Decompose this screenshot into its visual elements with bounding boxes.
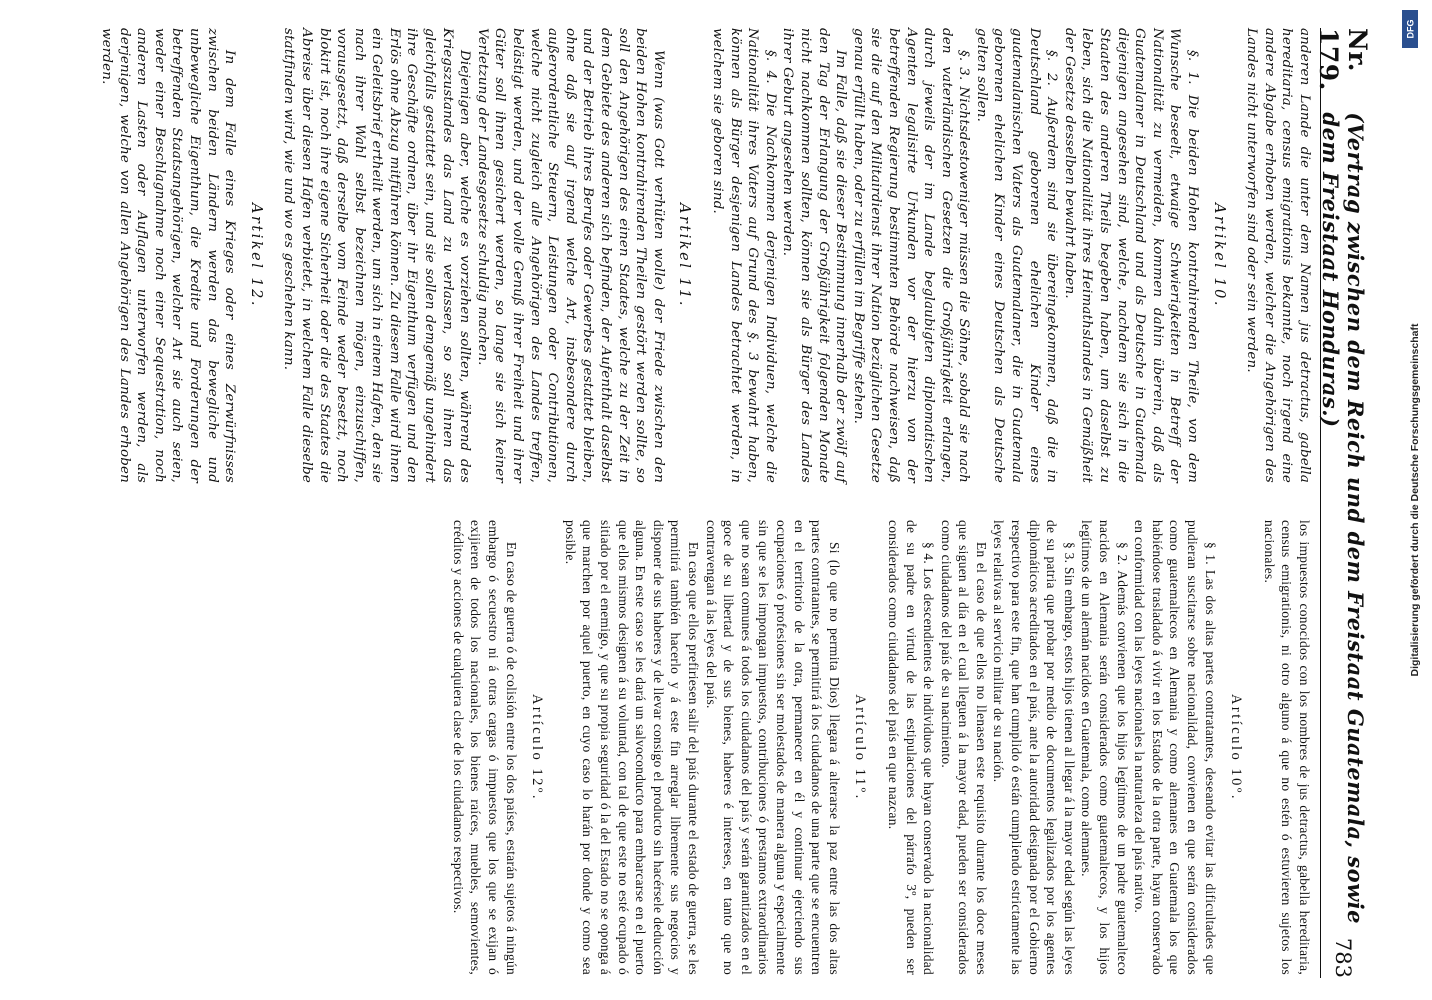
paragraph: anderen Lande die unter dem Namen jus detractus, gabella hereditaria, census emigrationis bekannte, noch irgend eine andere Abgabe erhoben werden, welcher die Angehörigen des Landes nicht unterworfen sind oder sein werden.: [1244, 28, 1312, 483]
rotated-content: [35, 28, 1372, 978]
document-number: Nr. 179.: [1314, 28, 1372, 91]
paragraph: En el caso de que ellos no llenasen este requisito durante los doce meses que siguen al día en el cual lleguen á la mayor edad, pueden ser considerados como ciudadanos del país de su nacimiento.: [938, 520, 989, 975]
digitization-credit: [1404, 0, 1426, 1000]
page-number: 783: [1331, 937, 1355, 978]
article-heading: Artikel 10.: [1210, 202, 1227, 309]
spanish-column: [35, 520, 1313, 975]
article-heading: Artículo 11º.: [852, 694, 869, 801]
paragraph: § 2. Además convienen que los hijos legítimos de un padre guatemalteco nacidos en Alemania serán considerados como guatemaltecos, y los hijos legítimos de un alemán nacidos en Guatemala, como alemanes.: [1079, 520, 1130, 975]
credit-text: Digitalisierung gefördert durch die Deutsche Forschungsgemeinschaft: [1409, 323, 1421, 677]
paragraph: §. 1. Die beiden Hohen kontrahirenden Theile, von dem Wunsche beseelt, etwaige Schwierigkeiten in Betreff der Nationalität zu vermeiden, kommen dahin überein, daß als Guatemalaner in Deutschland und als Deutsche in Guatemala diejenigen angesehen sind, welche, nachdem sie sich in die Staaten des anderen Theils begeben haben, um daselbst zu leben, sich die Nationalität ihres Heimathslandes in Gemäßheit der Gesetze desselben bewahrt haben.: [1061, 28, 1201, 483]
paragraph: In dem Falle eines Krieges oder eines Zerwürfnisses zwischen beiden Ländern werden das bewegliche und unbewegliche Eigenthum, die Kredite und Forderungen der betreffenden Staatsangehörigen, welcher Art sie auch seien, weder einer Beschlagnahme noch einer Sequestration, noch anderen Lasten oder Auflagen unterworfen werden, als derjenigen, welche von allen Angehörigen des Landes erhoben werden.: [99, 28, 238, 483]
article-heading: Artículo 12º.: [529, 693, 546, 802]
paragraph: §. 2. Außerdem sind sie übereingekommen, daß die in Deutschland geborenen ehelichen Kinder eines guatemalanischen Vaters als Guatemalaner, die in Guatemala geborenen ehelichen Kinder eines Deutschen als Deutsche gelten sollen.: [973, 28, 1060, 483]
paragraph: § 4. Los descendientes de individuos que hayan conservado la nacionalidad de su padre en virtud de las estipulaciones del párrafo 3º, pueden ser considerados como ciudadanos del país en que nazcan.: [885, 520, 937, 975]
paragraph: § 1. Las dos altas partes contratantes, deseando evitar las dificultades que pudieran suscitarse sobre nacionalidad, convienen en que serán considerados como guatemaltecos en Alemania y como alemanes en Guatemala los que habiéndose trasladado á vivir en los Estados de la otra parte, hayan conservado en conformidad con las leyes nacionales la naturaleza del país nativo.: [1132, 520, 1218, 975]
paragraph: En caso que ellos prefiriesen salir del país durante el estado de guerra, se les permitirá también hacerlo y á este fin arreglar libremente sus negocios y disponer de sus haberes y de llevar consigo el producto sin hacérsele deducción alguna. En este caso se les dará un salvoconducto para embarcarse en el puerto que ellos mismos designen á su voluntad, con tal de que este no esté ocupado ó sitiado por el enemigo, y que su propia seguridad ó la del Estado no se oponga á que marchen por aquel puerto, en cuyo caso lo harán por donde y como sea posible.: [562, 520, 701, 975]
article-heading: Artikel 11.: [676, 202, 693, 309]
german-column: [35, 28, 1313, 483]
paragraph: §. 4. Die Nachkommen derjenigen Individuen, welche die Nationalität ihres Vaters auf Grund des §. 3 bewahrt haben, können als Bürger desjenigen Landes betrachtet werden, in welchem sie geboren sind.: [710, 28, 778, 483]
paragraph: Diejenigen aber, welche es vorziehen sollten, während des Kriegszustandes das Land zu verlassen, so soll ihnen das gleichfalls gestattet sein, und sie sollen demgemäß ungehindert ihre Geschäfte ordnen, über ihr Eigenthum verfügen und den Erlös ohne Abzug mitführen können. Zu diesem Falle wird ihnen ein Geleitsbrief ertheilt werden, um sich in einem Hafen, den sie nach ihrer Wahl selbst bezeichnen mögen, einzuschiffen, vorausgesetzt, daß derselbe vom Feinde weder besetzt, noch blokirt ist, noch ihre eigene Sicherheit oder die des Staates die Abreise über diesen Hafen verbietet, in welchem Falle dieselbe stattfinden wird, wie und wo es geschehen kann.: [281, 28, 473, 483]
paragraph: los impuestos conocidos con los nombres de jus detractus, gabella hereditaria, census emigrationis, ni otro alguno á que no estén ó estuvieren sujetos los nacionales.: [1261, 520, 1312, 975]
paragraph: § 3. Sin embargo, estos hijos tienen al llegar á la mayor edad según las leyes de su patria que probar por medio de documentos legalizados por los agentes diplomáticos acreditados en el país, ante la autoridad designada por el Gobierno respectivo para este fin, que han cumplido ó están cumpliendo estrictamente las leyes relativas al servicio militar de su nación.: [991, 520, 1077, 975]
dfg-logo: DFG: [1402, 10, 1418, 48]
paragraph: §. 3. Nichtsdestoweniger müssen die Söhne, sobald sie nach den vaterländischen Gesetzen die Großjährigkeit erlangen, durch jeweils der im Lande beglaubigten diplomatischen Agenten legalisirte Urkunden vor der hierzu von der betreffenden Regierung bestimmten Behörde nachweisen, daß sie die auf den Militairdienst ihrer Nation bezüglichen Gesetze genau erfüllt haben, oder zu erfüllen im Begriffe stehen.: [850, 28, 972, 483]
paragraph: Si (lo que no permita Dios) llegara á alterarse la paz entre las dos altas partes contratantes, se permitirá á los ciudadanos de una parte que se encuentren en el territorio de la otra, permanecer en él y continuar ejerciendo sus ocupaciones ó profesiones sin ser molestados de manera alguna y especialmente sin que se les impongan impuestos, contribuciones ó prestamos extraordinarios que no sean comunes á todos los ciudadanos del país y serán garantizados en el goce de su libertad y de sus bienes, haberes é intereses, en tanto que no contravengan á las leyes del país.: [703, 520, 842, 975]
paragraph: Im Falle, daß sie dieser Bestimmung innerhalb der zwölf auf den Tag der Erlangung der Großjährigkeit folgenden Monate nicht nachkommen sollten, können sie als Bürger des Landes ihrer Geburt angesehen werden.: [780, 28, 849, 483]
paragraph: Wenn (was Gott verhüten wolle) der Friede zwischen den beiden Hohen kontrahirenden Theilen gestört werden sollte, so soll den Angehörigen des einen Staates, welche zu der Zeit in dem Gebiete des anderen sich befinden, der Aufenthalt daselbst und der Betrieb ihres Berufes oder Gewerbes gestattet bleiben, ohne daß sie auf irgend welche Art, insbesondere durch außerordentliche Steuern, Leistungen oder Contributionen, welche nicht zugleich alle Angehörigen des Landes treffen, belästigt werden, und der volle Genuß ihrer Freiheit und ihrer Güter soll ihnen gesichert werden, so lange sie sich keiner Verletzung der Landesgesetze schuldig machen.: [474, 28, 666, 483]
page-header: [1314, 28, 1372, 978]
document-title: (Vertrag zwischen dem Reich und dem Freistaat Guatemala, sowie dem Freistaat Honduras.): [1318, 112, 1368, 924]
article-heading: Artikel 12.: [247, 202, 264, 309]
article-heading: Artículo 10º.: [1228, 693, 1245, 802]
paragraph: En caso de guerra ó de colisión entre los dos países, estarán sujetos á ningún embargo ó secuestro ni á otras cargas ó impuestos que los que se exijan ó exijieren de todos los nacionales, los bienes raíces, muebles, semovientes, créditos y acciones de cualquiera clase de los ciudadanos respectivos.: [450, 520, 519, 975]
